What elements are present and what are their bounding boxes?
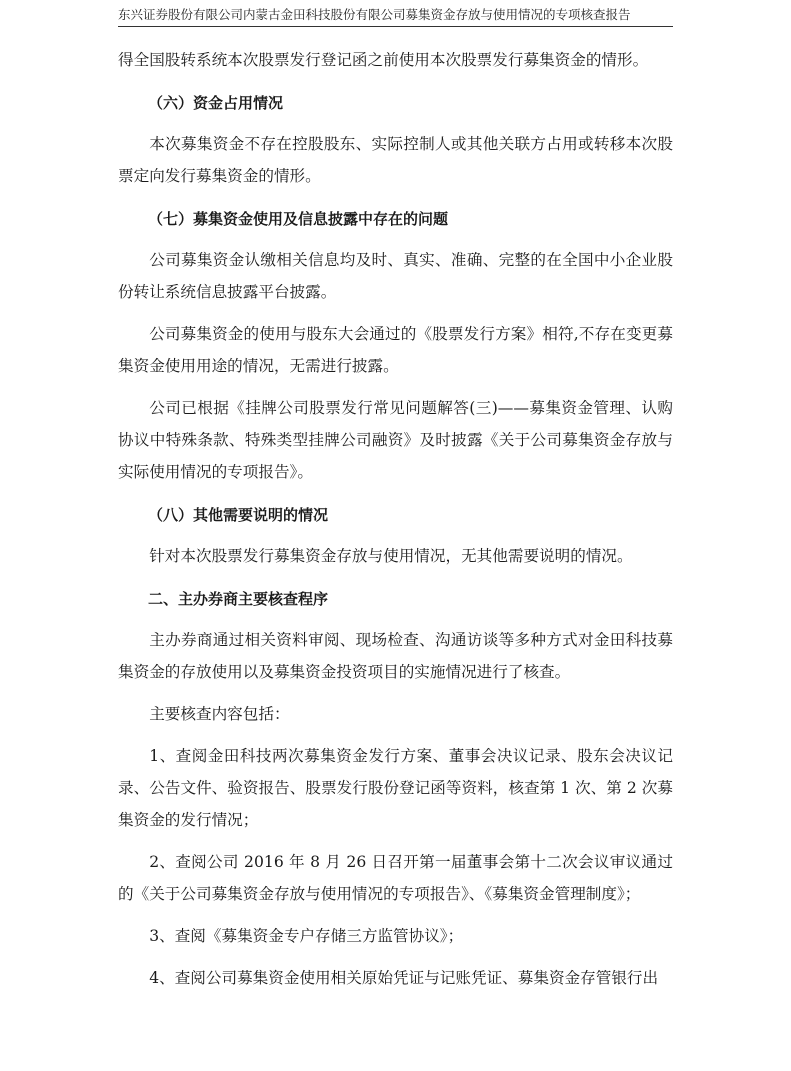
section-heading-7: （七）募集资金使用及信息披露中存在的问题 xyxy=(148,210,449,228)
list-item-2: 2、查阅公司 2016 年 8 月 26 日召开第一届董事会第十二次会议审议通过的《关于公司募集资金存放与使用情况的专项报告》、《募集资金管理制度》； xyxy=(118,853,673,903)
paragraph-disclosure-2: 公司募集资金的使用与股东大会通过的《股票发行方案》相符,不存在变更募集资金使用用途的情况，无需进行披露。 xyxy=(118,325,673,375)
paragraph-procedures: 主办券商通过相关资料审阅、现场检查、沟通访谈等多种方式对金田科技募集资金的存放使用以及募集资金投资项目的实施情况进行了核查。 xyxy=(118,631,673,681)
paragraph-fund-occupation: 本次募集资金不存在控股股东、实际控制人或其他关联方占用或转移本次股票定向发行募集资金的情形。 xyxy=(118,135,673,185)
document-body xyxy=(118,44,673,994)
paragraph-disclosure-3: 公司已根据《挂牌公司股票发行常见问题解答(三)——募集资金管理、认购协议中特殊条款、特殊类型挂牌公司融资》及时披露《关于公司募集资金存放与实际使用情况的专项报告》。 xyxy=(118,399,673,481)
paragraph-disclosure-1: 公司募集资金认缴相关信息均及时、真实、准确、完整的在全国中小企业股份转让系统信息披露平台披露。 xyxy=(118,251,673,301)
section-heading-6: （六）资金占用情况 xyxy=(148,94,284,112)
list-item-1: 1、查阅金田科技两次募集资金发行方案、董事会决议记录、股东会决议记录、公告文件、验资报告、股票发行股份登记函等资料，核查第 1 次、第 2 次募集资金的发行情况； xyxy=(118,747,673,829)
paragraph-other: 针对本次股票发行募集资金存放与使用情况，无其他需要说明的情况。 xyxy=(149,547,633,565)
list-item-3: 3、查阅《募集资金专户存储三方监管协议》； xyxy=(149,927,464,945)
paragraph-continuation: 得全国股转系统本次股票发行登记函之前使用本次股票发行募集资金的情形。 xyxy=(118,51,649,69)
section-heading-2: 二、主办券商主要核查程序 xyxy=(148,590,329,608)
list-item-4: 4、查阅公司募集资金使用相关原始凭证与记账凭证、募集资金存管银行出 xyxy=(149,969,659,987)
paragraph-main-items: 主要核查内容包括： xyxy=(149,705,290,723)
section-heading-8: （八）其他需要说明的情况 xyxy=(148,506,329,524)
page-header: 东兴证券股份有限公司内蒙古金田科技股份有限公司募集资金存放与使用情况的专项核查报告 xyxy=(118,5,673,27)
